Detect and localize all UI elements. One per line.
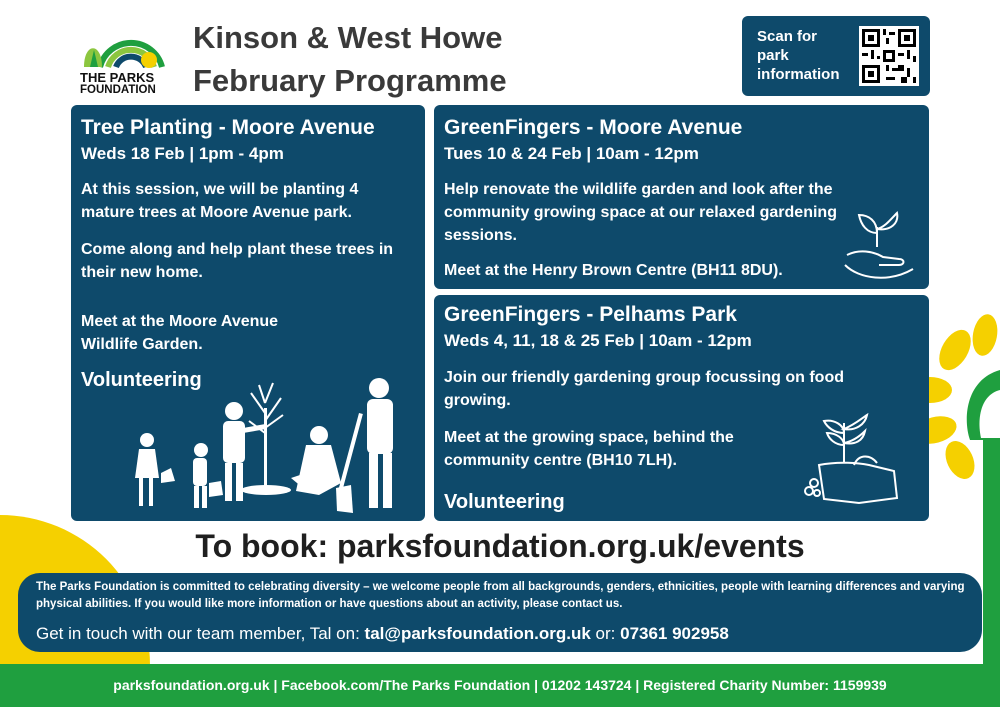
tree-planting-text-1: At this session, we will be planting 4 mature trees at Moore Avenue park. — [81, 181, 359, 221]
tree-planting-title: Tree Planting - Moore Avenue — [81, 116, 375, 139]
logo-line2: FOUNDATION — [80, 84, 156, 96]
greenfingers-pelhams-tag: Volunteering — [444, 491, 565, 513]
contact-email-link[interactable]: tal@parksfoundation.org.uk — [364, 624, 591, 643]
tree-planting-card — [71, 105, 425, 521]
greenfingers-pelhams-text-2: Meet at the growing space, behind the community centre (BH10 7LH). — [444, 429, 734, 469]
tree-planting-tag: Volunteering — [81, 369, 202, 391]
qr-label: Scan for park information — [757, 28, 840, 83]
logo — [78, 12, 173, 100]
contact-phone-link[interactable]: 07361 902958 — [620, 624, 729, 643]
greenfingers-pelhams-text-1: Join our friendly gardening group focussing on food growing. — [444, 369, 844, 409]
greenfingers-pelhams-date: Weds 4, 11, 18 & 25 Feb | 10am - 12pm — [444, 331, 752, 350]
qr-code-icon[interactable] — [859, 26, 919, 86]
info-panel — [18, 573, 982, 652]
hand-seedling-icon — [839, 205, 919, 285]
hand-plant-icon — [799, 403, 909, 513]
contact-prefix: Get in touch with our team member, Tal on: — [36, 624, 360, 643]
greenfingers-moore-date: Tues 10 & 24 Feb | 10am - 12pm — [444, 144, 699, 163]
page-title-line1: Kinson & West Howe — [193, 20, 503, 55]
greenfingers-moore-title: GreenFingers - Moore Avenue — [444, 116, 743, 139]
logo-line1: THE PARKS — [80, 70, 155, 85]
tree-planting-date: Weds 18 Feb | 1pm - 4pm — [81, 144, 284, 163]
footer-bar — [0, 664, 1000, 707]
qr-panel — [742, 16, 930, 96]
contact-line — [36, 624, 729, 644]
page-title-line2: February Programme — [193, 63, 507, 98]
greenfingers-pelhams-title: GreenFingers - Pelhams Park — [444, 303, 737, 326]
greenfingers-moore-text-2: Meet at the Henry Brown Centre (BH11 8DU). — [444, 262, 783, 279]
booking-link[interactable]: To book: parksfoundation.org.uk/events — [195, 528, 805, 564]
greenfingers-pelhams-card — [434, 295, 929, 521]
greenfingers-moore-text-1: Help renovate the wildlife garden and look after the community growing space at our relaxed gardening sessions. — [444, 181, 837, 244]
tree-planting-text-3: Meet at the Moore Avenue Wildlife Garden. — [81, 313, 279, 353]
diversity-statement: The Parks Foundation is committed to celebrating diversity – we welcome people from all backgrounds, genders, ethnicities, people with learning differences and varying physical abilities. If you would like more information or have questions about an activity, please contact us. — [36, 581, 965, 610]
greenfingers-moore-card — [434, 105, 929, 289]
logo-icon — [80, 12, 170, 70]
footer-text: parksfoundation.org.uk | Facebook.com/The Parks Foundation | 01202 143724 | Registered Charity Number: 1159939 — [113, 677, 887, 693]
volunteers-planting-illustration — [131, 373, 421, 513]
tree-planting-text-2: Come along and help plant these trees in their new home. — [81, 241, 394, 281]
contact-or: or: — [595, 624, 616, 643]
